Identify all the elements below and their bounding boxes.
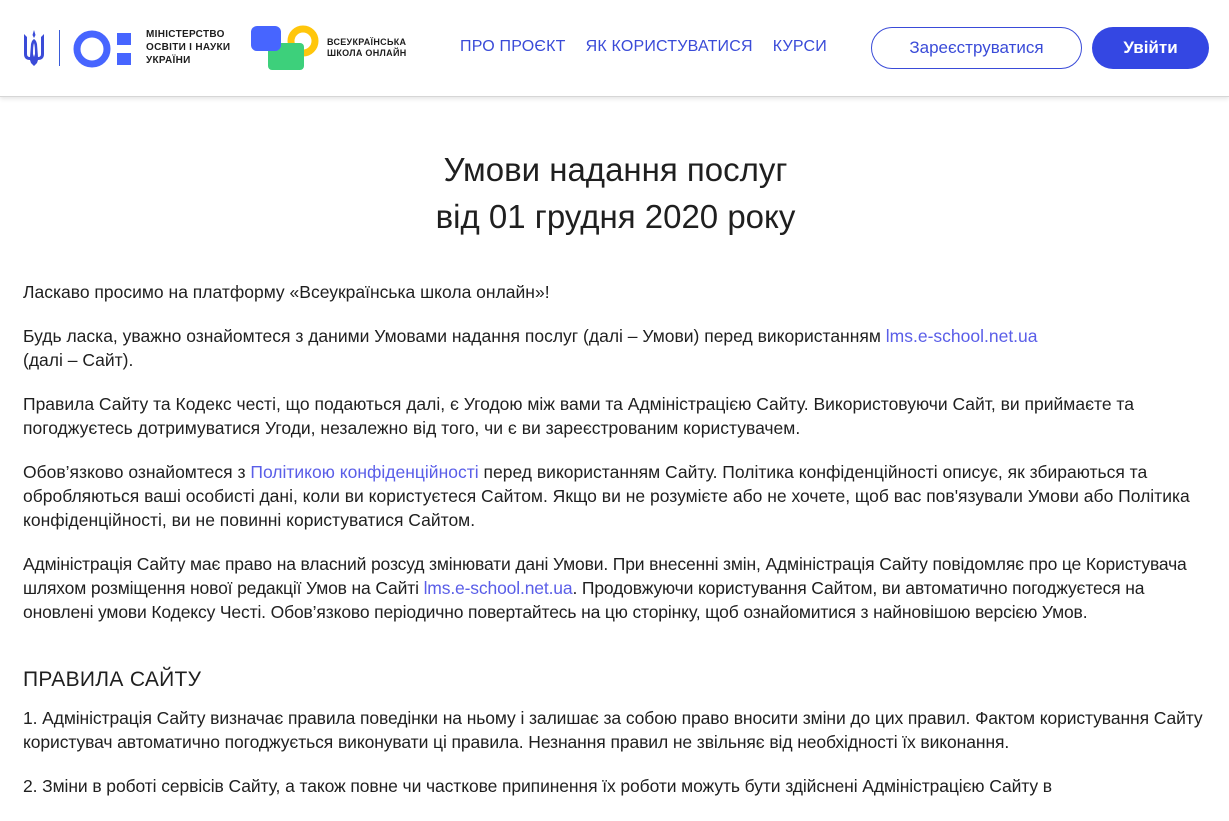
privacy-policy-link[interactable]: Політикою конфіденційності (250, 462, 479, 482)
ministry-line: УКРАЇНИ (146, 55, 191, 66)
school-logo[interactable] (250, 23, 322, 71)
trident-icon[interactable] (22, 30, 46, 66)
register-button[interactable]: Зареєструватися (871, 27, 1082, 69)
nav-courses[interactable]: КУРСИ (772, 38, 827, 55)
rule-item: 1. Адміністрація Сайту визначає правила поведінки на ньому і залишає за собою право вносити зміни до цих правил. Фактом користування Сайту користувач автоматично погоджується виконувати ці правила. Незнання правил не звільняє від необхідності їх виконання. (23, 708, 1203, 752)
paragraph-text: перед використанням Сайту. Політика конфіденційності описує, як збираються та обробляються ваші особисті дані, коли ви користуєтеся Сайтом. Якщо ви не розумієте або не хочете, щоб вас пов'язували Умови або Політика конфіденційності, ви не повинні користуватися Сайтом. (23, 462, 1190, 530)
site-header (0, 0, 1229, 97)
page-title (23, 146, 1208, 240)
school-name (327, 37, 417, 59)
main-nav (460, 38, 827, 56)
rule-item: 2. Зміни в роботі сервісів Сайту, а також повне чи часткове припинення їх роботи можуть бути здійснені Адміністрацією Сайту в (23, 776, 1052, 796)
page-title-line: Умови надання послуг (443, 151, 788, 188)
changes-paragraph (23, 552, 1208, 624)
school-line: ШКОЛА ОНЛАЙН (327, 48, 407, 58)
site-link[interactable]: lms.e-school.net.ua (885, 326, 1038, 346)
school-line: ВСЕУКРАЇНСЬКА (327, 37, 407, 47)
paragraph-text: . Продовжуючи користування Сайтом, ви автоматично погоджуєтеся на оновлені умови Кодексу Честі. Обов’язково періодично повертайтесь на цю сторінку, щоб ознайомитися з найновішою версією Умов. (23, 578, 1145, 622)
section-title: ПРАВИЛА САЙТУ (23, 668, 202, 691)
paragraph-text: Будь ласка, уважно ознайомтеся з даними Умовами надання послуг (далі – Умови) перед використанням (23, 326, 886, 346)
login-button[interactable]: Увійти (1092, 27, 1209, 69)
intro-paragraph (23, 324, 1208, 372)
paragraph-text: Обов’язково ознайомтеся з (23, 462, 251, 482)
nav-about[interactable]: ПРО ПРОЄКТ (460, 38, 566, 55)
agreement-paragraph: Правила Сайту та Кодекс честі, що подаються далі, є Угодою між вами та Адміністрацією Сайту. Використовуючи Сайт, ви приймаєте та погоджуєтесь дотримуватися Угоди, незалежно від того, чи є ви зареєстрованим користувачем. (23, 394, 1134, 438)
ministry-name (146, 28, 246, 67)
nav-how-to-use[interactable]: ЯК КОРИСТУВАТИСЯ (585, 38, 753, 55)
privacy-paragraph (23, 460, 1208, 532)
welcome-paragraph: Ласкаво просимо на платформу «Всеукраїнська школа онлайн»! (23, 282, 550, 302)
ministry-line: МІНІСТЕРСТВО (146, 29, 225, 40)
ministry-line: ОСВІТИ І НАУКИ (146, 42, 231, 53)
ministry-logo[interactable] (73, 30, 137, 68)
terms-content (23, 98, 1208, 798)
site-link[interactable]: lms.e-school.net.ua (423, 578, 573, 598)
page-title-date: від 01 грудня 2020 року (435, 198, 796, 235)
paragraph-text: (далі – Сайт). (23, 350, 134, 370)
logo-separator (59, 30, 60, 66)
paragraph-text: Адміністрація Сайту має право на власний розсуд змінювати дані Умови. При внесенні змін, Адміністрація Сайту повідомляє про це Користувача шляхом розміщення нової редакції Умов на Сайті (23, 554, 1187, 598)
